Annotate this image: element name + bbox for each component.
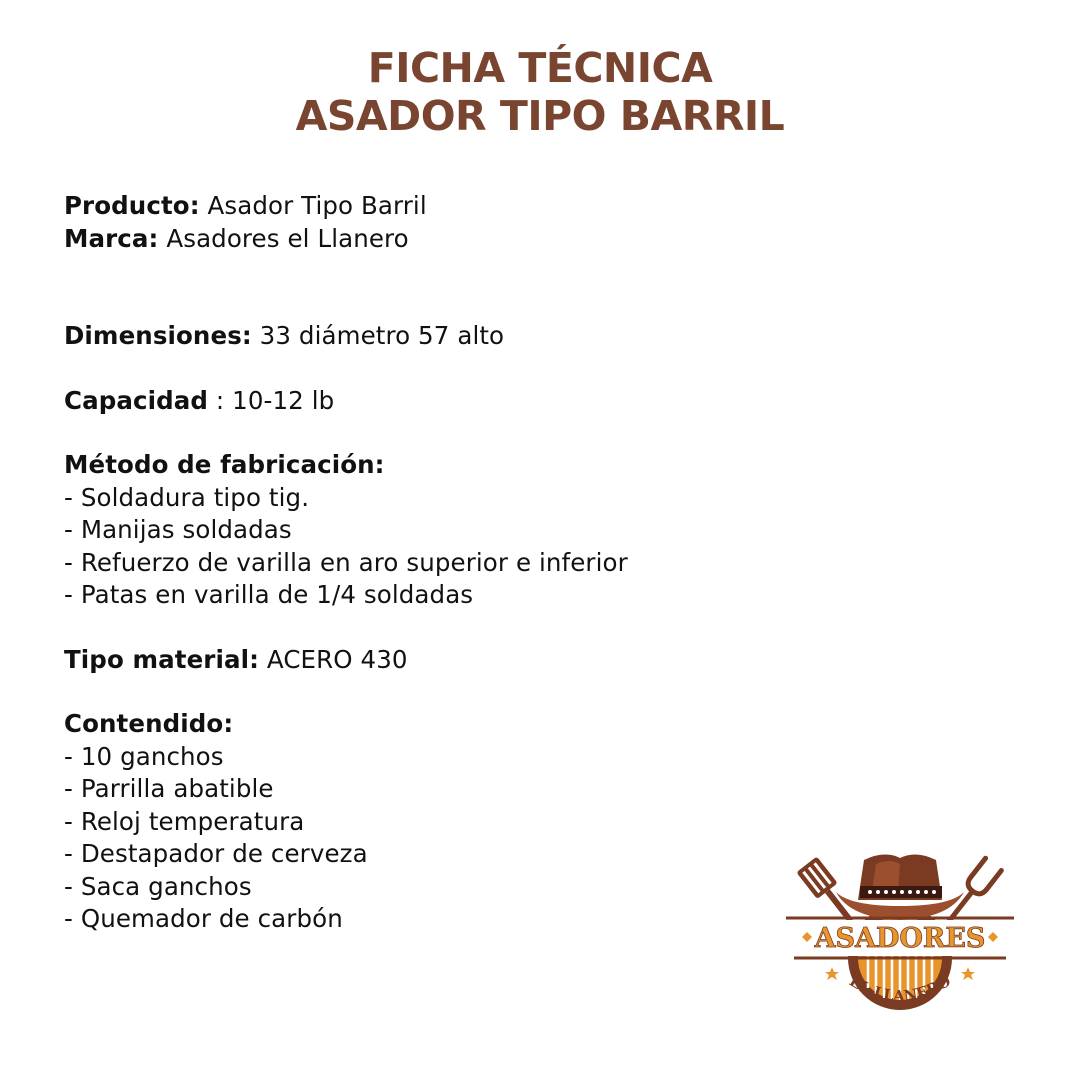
manufacturing-heading: Método de fabricación: (64, 450, 385, 479)
manufacturing-item: - Patas en varilla de 1/4 soldadas (64, 580, 474, 609)
product-label: Producto: (64, 191, 200, 220)
logo-text-bottom: EL LLANERO (846, 971, 954, 1006)
contents-item: - Destapador de cerveza (64, 839, 368, 868)
dimensions-row (64, 320, 764, 353)
product-row (64, 190, 764, 223)
page-title (0, 44, 1080, 140)
brand-logo (780, 848, 1020, 1038)
cowboy-hat-icon (836, 854, 964, 920)
capacity-value: : 10-12 lb (208, 385, 335, 415)
dimensions-label: Dimensiones: (64, 321, 252, 350)
manufacturing-item: - Manijas soldadas (64, 515, 292, 544)
contents-item: - Quemador de carbón (64, 904, 343, 933)
contents-item: - 10 ganchos (64, 741, 224, 771)
capacity-row (64, 385, 764, 418)
capacity-label: Capacidad (64, 385, 209, 415)
dimensions-value: 33 diámetro 57 alto (251, 321, 505, 350)
material-label: Tipo material: (64, 644, 260, 674)
brand-value: Asadores el Llanero (158, 223, 409, 253)
spec-sheet (64, 190, 764, 936)
manufacturing-item: - Soldadura tipo tig. (64, 482, 310, 512)
contents-item: - Parrilla abatible (64, 774, 274, 803)
contents-heading: Contendido: (64, 709, 234, 738)
manufacturing-item: - Refuerzo de varilla en aro superior e inferior (64, 547, 628, 577)
contents-item: - Reloj temperatura (64, 806, 305, 836)
brand-label: Marca: (64, 223, 159, 253)
material-value: ACERO 430 (259, 644, 408, 674)
contents-item: - Saca ganchos (64, 871, 252, 901)
brand-row (64, 223, 764, 256)
material-row (64, 644, 764, 677)
product-value: Asador Tipo Barril (199, 191, 427, 220)
title-line-1: FICHA TÉCNICA (367, 44, 713, 92)
banner (786, 918, 1014, 958)
logo-text-top: ASADORES (814, 923, 986, 954)
title-line-2: ASADOR TIPO BARRIL (295, 92, 785, 140)
